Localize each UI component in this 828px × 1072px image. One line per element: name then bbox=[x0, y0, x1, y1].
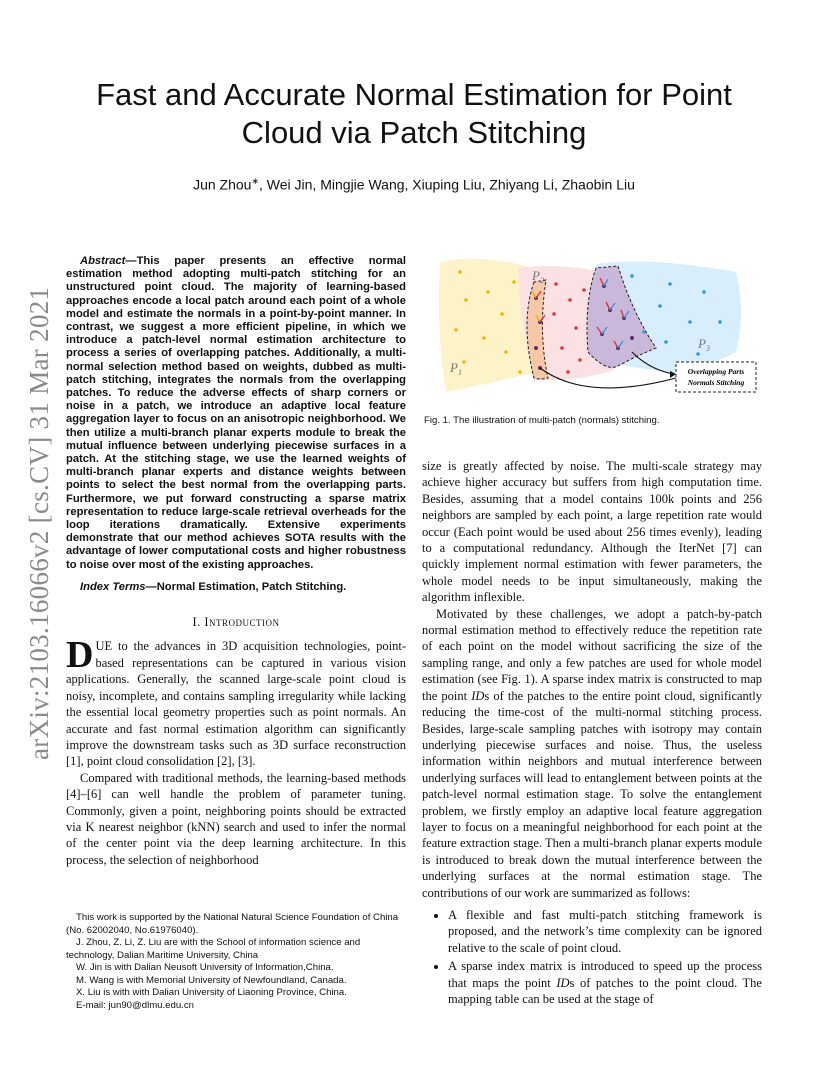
footnote-affiliation-3: M. Wang is with Memorial University of Newfoundland, Canada. bbox=[76, 974, 347, 986]
figure-caption: Fig. 1. The illustration of multi-patch (normals) stitching. bbox=[424, 415, 660, 426]
label-p2: $P_2$ bbox=[532, 268, 544, 285]
abstract-dash: — bbox=[125, 255, 137, 267]
intro-paragraph-1 bbox=[66, 634, 406, 769]
intro-paragraph-4-id: ID bbox=[471, 688, 485, 703]
footnote-funding: This work is supported by the National Natural Science Foundation of China (No. 62002040, No.61976040). bbox=[66, 912, 399, 936]
abstract-text: This paper presents an effective normal estimation method adopting multi-patch stitching for an unstructured point cloud. The majority of learning-based approaches encode a local patch around each point of a whole model and estimate the normals in a point-by-point manner. In contrast, we suggest a more efficient pipeline, in which we introduce a patch-level normal estimation architecture to process a series of overlapping patches. Additionally, a multi-normal selection method based on weights, dubbed as multi-patch stitching, integrates the normals from the overlapping patches. To reduce the adverse effects of sharp corners or noise in a patch, we introduce an adaptive local feature aggregation layer to focus on an anisotropic neighborhood. We then utilize a multi-branch planar experts module to break the mutual influence between underlying piecewise surfaces in a patch. At the stitching stage, we use the learned weights of multi-branch planar experts and distance weights between points to select the best normal from the overlapping parts. Furthermore, we put forward constructing a sparse matrix representation to reduce large-scale retrieval overheads for the loop iterations dramatically. Extensive experiments demonstrate that our method achieves SOTA results with the advantage of lower computational costs and higher robustness to noise over most of the existing approaches. bbox=[66, 255, 406, 571]
section-number: I. bbox=[192, 615, 201, 630]
footnote-email: E-mail: jun90@dlmu.edu.cn bbox=[76, 999, 194, 1011]
footnote-affiliation-2: W. Jin is with Dalian Neusoft University of Information,China. bbox=[76, 962, 334, 973]
label-p1: $P_1$ bbox=[450, 360, 462, 377]
contribution-item bbox=[448, 958, 762, 1007]
section-heading bbox=[66, 614, 406, 630]
intro-paragraph-2: Compared with traditional methods, the learning-based methods [4]–[6] can well handle the problem of parameter tuning. Commonly, given a point, neighboring points should be extracted via K nearest neighbor (kNN) search and used to infer the normal of the center point via the deep learning architecture. In this process, the selection of neighborhood bbox=[66, 770, 406, 867]
author-first: Jun Zhou bbox=[193, 176, 252, 193]
legend-line-1: Overlapping Parts bbox=[687, 367, 745, 376]
index-terms-label: Index Terms bbox=[80, 580, 146, 593]
index-terms-text: —Normal Estimation, Patch Stitching. bbox=[145, 580, 347, 593]
intro-paragraph-1-text: UE to the advances in 3D acquisition technologies, point-based representations can be captured in various vision applications. Generally, the scanned large-scale point cloud is noisy, incomplete, and contains sampling irregularity while lacking the essential local geometry properties such as point normals. An accurate and fast normal estimation algorithm can significantly improve the downstream tasks such as 3D surface reconstruction [1], point cloud consolidation [2], [3]. bbox=[66, 639, 406, 769]
intro-paragraph-4 bbox=[422, 606, 762, 901]
patch-stitching-diagram bbox=[436, 252, 762, 402]
dropcap-letter: D bbox=[66, 634, 94, 677]
intro-paragraph-4-b: s of the patches to the entire point cloud, significantly reducing the time-cost of the multi-normal stitching process. Besides, large-scale sampling patches with isotropy may contain underlying piecewise surfaces and noise. Thus, the useless information within neighbors and mutual interference between underlying surfaces will lead to entanglement between points at the patch-level normal estimation stage. To solve the entanglement problem, we firstly employ an adaptive local feature aggregation layer to focus on a meaningful neighborhood for each point at the feature extraction stage. Then a multi-branch planar experts module is introduced to break down the mutual interference between the underlying surfaces at the normal estimation stage. The contributions of our work are summarized as follows: bbox=[422, 688, 762, 900]
legend-line-2: Normals Stitching bbox=[687, 378, 745, 387]
abstract bbox=[66, 255, 406, 572]
author-rest: , Wei Jin, Mingjie Wang, Xiuping Liu, Zhiyang Li, Zhaobin Liu bbox=[259, 176, 635, 193]
corresponding-mark: ∗ bbox=[251, 176, 260, 186]
contribution-list bbox=[422, 907, 762, 1007]
right-column bbox=[422, 458, 762, 1009]
footnote-affiliation-4: X. Liu is with with Dalian University of Liaoning Province, China. bbox=[76, 987, 347, 998]
left-column bbox=[66, 255, 406, 868]
paper-title: Fast and Accurate Normal Estimation for Point Cloud via Patch Stitching bbox=[96, 77, 732, 150]
intro-paragraph-3: size is greatly affected by noise. The multi-scale strategy may achieve higher accuracy but suffers from high computation time. Besides, assuming that a model contains 100k points and 256 neighbors are sampled by each point, a large repetition rate would occur (Each point would be used about 256 times evenly), leading to a computational redundancy. Although the IterNet [7] can quickly implement normal estimation with fewer parameters, the whole model needs to be input simultaneously, making the algorithm inflexible. bbox=[422, 459, 762, 605]
label-p3: $P_3$ bbox=[698, 336, 710, 353]
author-list bbox=[60, 176, 768, 193]
abstract-label: Abstract bbox=[80, 255, 126, 267]
contribution-2-a: A sparse index matrix is introduced to speed up the process that maps the point bbox=[448, 959, 762, 990]
figure-1-illustration bbox=[436, 252, 762, 402]
arxiv-identifier-stamp: arXiv:2103.16066v2 [cs.CV] 31 Mar 2021 bbox=[24, 286, 54, 760]
intro-paragraph-4-a: Motivated by these challenges, we adopt a patch-by-patch normal estimation method to effectively reduce the repetition rate of each point on the model without sacrificing the size of the sampling range, and only a few patches are used for whole model estimation (see Fig. 1). A sparse index matrix is constructed to map the point bbox=[422, 606, 762, 703]
section-title: Introduction bbox=[204, 615, 280, 630]
contribution-2-b: s of patches to the point cloud. The mapping table can be used at the stage of bbox=[448, 975, 762, 1006]
footnote-affiliation-1: J. Zhou, Z. Li, Z. Liu are with the School of information science and technology, Dalian Maritime University, China bbox=[66, 937, 361, 961]
contribution-item: • A flexible and fast multi-patch stitching framework is proposed, and the network’s time complexity can be ignored relative to the scale of point cloud. bbox=[448, 907, 762, 956]
contribution-2-id: ID bbox=[556, 975, 570, 990]
footnotes bbox=[66, 912, 408, 1012]
index-terms bbox=[66, 581, 406, 594]
